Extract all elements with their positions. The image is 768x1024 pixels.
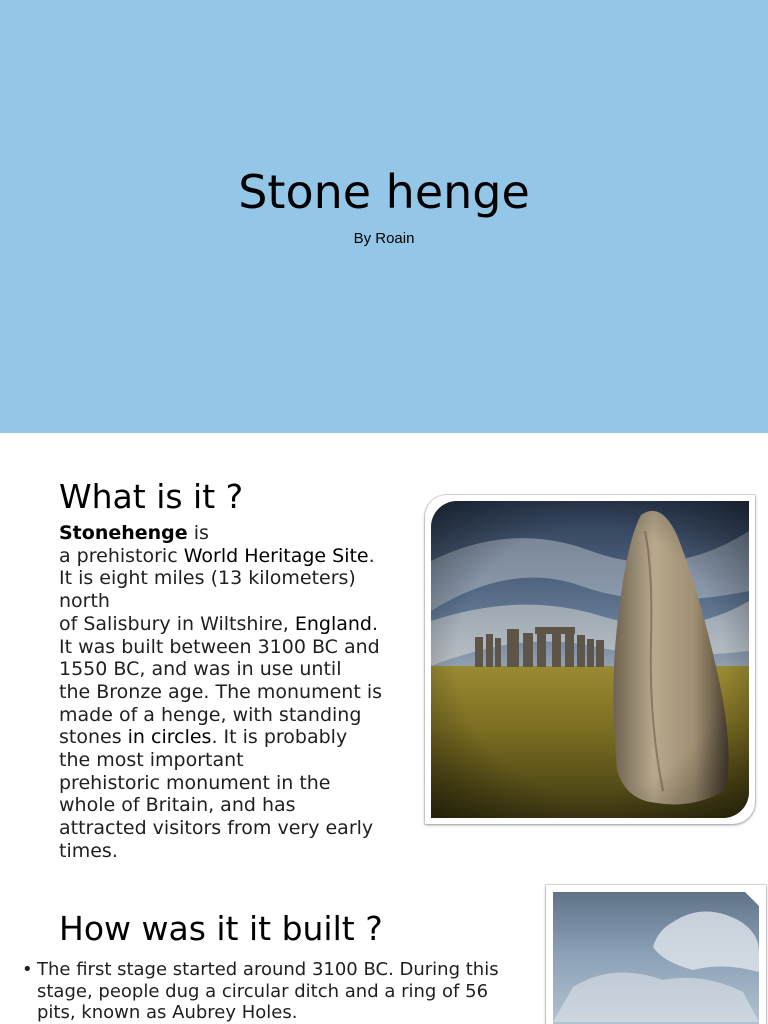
body-line: the Bronze age. The monument is bbox=[59, 680, 382, 703]
body-line bbox=[59, 613, 424, 636]
bullet-line: pits, known as Aubrey Holes. bbox=[37, 1002, 298, 1023]
title-slide bbox=[0, 0, 768, 433]
section-body-text bbox=[59, 522, 424, 863]
section-heading-how: How was it it built ? bbox=[59, 909, 383, 948]
body-line: the most important bbox=[59, 749, 244, 772]
body-line: made of a henge, with standing bbox=[59, 703, 362, 726]
body-line: It is eight miles (13 kilometers) bbox=[59, 567, 356, 590]
body-fragment: is bbox=[187, 522, 209, 544]
stonehenge-photo bbox=[431, 501, 749, 818]
link-in-circles[interactable]: in circles bbox=[127, 726, 212, 749]
body-line: 1550 BC, and was in use until bbox=[59, 658, 342, 681]
body-line: attracted visitors from very early bbox=[59, 817, 374, 840]
body-line: times. bbox=[59, 839, 118, 862]
section-heading-what: What is it ? bbox=[59, 477, 244, 516]
body-fragment: . It is probably bbox=[211, 726, 348, 749]
link-world-heritage-site[interactable]: World Heritage Site bbox=[183, 544, 369, 567]
bullet-line: The first stage started around 3100 BC. During this bbox=[37, 959, 499, 980]
body-line bbox=[59, 726, 424, 749]
body-fragment: a prehistoric bbox=[59, 544, 184, 567]
slide-title: Stone henge bbox=[238, 165, 530, 219]
photo-frame bbox=[425, 495, 755, 824]
slide-subtitle: By Roain bbox=[353, 230, 415, 247]
body-fragment: . bbox=[368, 544, 375, 567]
photo-frame bbox=[546, 885, 766, 1024]
body-fragment: of Salisbury in Wiltshire, bbox=[59, 612, 295, 635]
bold-term: Stonehenge bbox=[59, 522, 188, 544]
bullet-line: stage, people dug a circular ditch and a ring of 56 bbox=[37, 980, 489, 1002]
body-line: It was built between 3100 BC and bbox=[59, 635, 380, 658]
body-line bbox=[59, 522, 424, 545]
link-england[interactable]: England bbox=[294, 612, 372, 635]
body-line: prehistoric monument in the bbox=[59, 771, 331, 794]
sky-photo bbox=[553, 892, 759, 1024]
bullet-icon: • bbox=[22, 959, 33, 980]
body-line: north bbox=[59, 590, 110, 613]
body-line bbox=[59, 545, 424, 568]
body-fragment: . bbox=[371, 612, 379, 635]
corner-decoration bbox=[738, 885, 766, 913]
body-fragment: stones bbox=[59, 726, 128, 749]
bullet-text bbox=[37, 959, 542, 1024]
body-line: whole of Britain, and has bbox=[59, 794, 296, 817]
content-slide bbox=[0, 433, 768, 1024]
